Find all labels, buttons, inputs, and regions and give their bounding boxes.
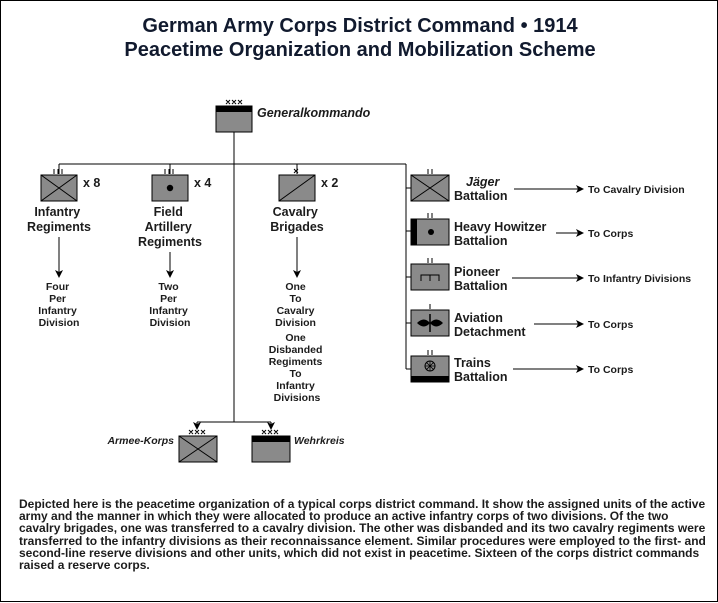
caption-paragraph: Depicted here is the peacetime organization of a typical corps district command. It show the assigned units of the active army and the manner in which they were allocated to produce an active infantry corps of two divisions. Of the two cavalry brigades, one was transferred to a cavalry division. The other was disbanded and its two cavalry regiments were transferred to the infantry divisions as their reconnaissance element. Similar procedures were employed to the first- and second-line reserve divisions and other units, which did not exist in peacetime. Sixteen of the corps district commands raised a reserve corps. xyxy=(19,497,706,573)
armee-korps-symbol xyxy=(179,430,217,462)
right-allocation-arrows xyxy=(512,189,583,369)
cavalry-multiplier: x 2 xyxy=(321,176,339,190)
title-line-1: German Army Corps District Command • 1914 xyxy=(142,15,578,37)
cavalry-brigades-label: Cavalry Brigades xyxy=(270,205,324,234)
heavy-howitzer-battalion-symbol xyxy=(411,213,449,245)
generalkommando-label: Generalkommando xyxy=(257,106,371,120)
title-line-2: Peacetime Organization and Mobilization Scheme xyxy=(124,39,596,61)
pioneer-battalion-symbol xyxy=(411,258,449,290)
connector-lines xyxy=(59,132,411,429)
artillery-multiplier: x 4 xyxy=(194,176,212,190)
trains-battalion-symbol xyxy=(411,350,449,382)
pioneer-battalion-label: Pioneer Battalion xyxy=(454,265,508,293)
cavalry-allocation-note: One To Cavalry Division One Disbanded Regiments To Infantry Divisions xyxy=(268,281,323,404)
pioneer-target: To Infantry Divisions xyxy=(588,273,692,285)
jager-target: To Cavalry Division xyxy=(588,184,685,196)
aviation-detachment-label: Aviation Detachment xyxy=(454,311,526,339)
jager-battalion-symbol xyxy=(411,169,449,201)
wehrkreis-label: Wehrkreis xyxy=(294,435,345,447)
heavy-howitzer-battalion-label: Heavy Howitzer Battalion xyxy=(454,220,547,248)
trains-battalion-label: Trains Battalion xyxy=(454,356,508,384)
armee-korps-label: Armee-Korps xyxy=(107,435,174,447)
aviation-target: To Corps xyxy=(588,319,634,331)
field-artillery-label: Field Artillery Regiments xyxy=(138,205,202,249)
heavy-howitzer-target: To Corps xyxy=(588,228,634,240)
infantry-allocation-note: Four Per Infantry Division xyxy=(38,281,80,329)
generalkommando-symbol xyxy=(216,100,252,132)
infantry-regiments-label: Infantry Regiments xyxy=(27,205,91,234)
aviation-detachment-symbol xyxy=(411,304,449,336)
jager-battalion-label: Jäger Battalion xyxy=(454,175,508,203)
infantry-multiplier: x 8 xyxy=(83,176,101,190)
wehrkreis-symbol xyxy=(252,430,290,462)
artillery-allocation-note: Two Per Infantry Division xyxy=(149,281,191,329)
trains-target: To Corps xyxy=(588,364,634,376)
echelon-xxx-mark xyxy=(226,100,242,104)
